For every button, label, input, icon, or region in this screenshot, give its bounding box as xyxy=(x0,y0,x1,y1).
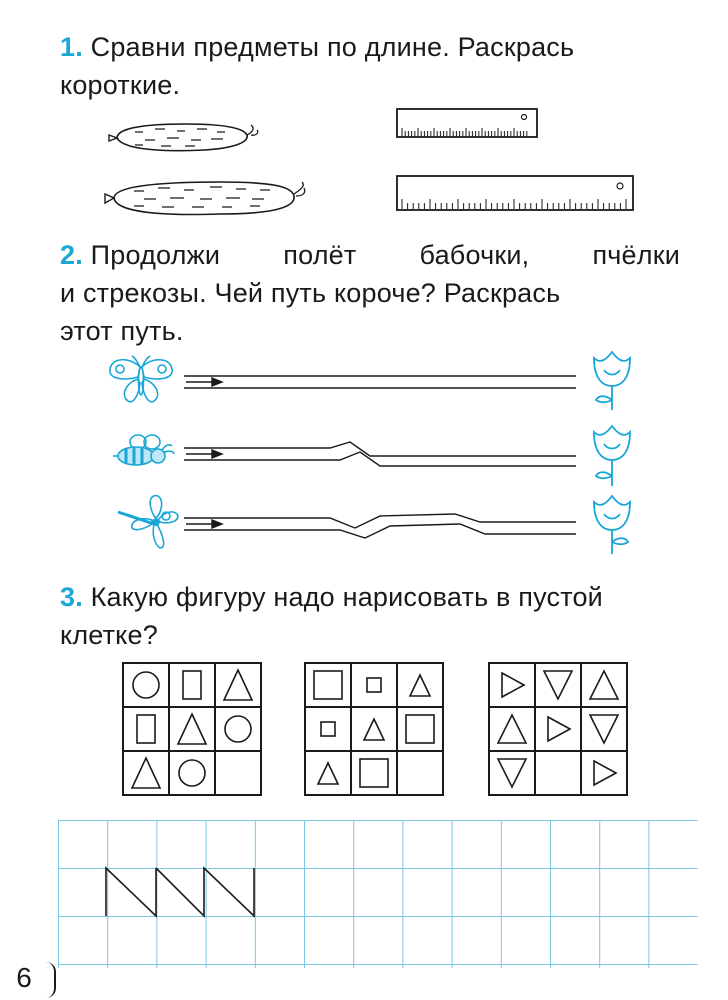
tulip-icon xyxy=(586,348,638,412)
triangle-shape xyxy=(126,754,166,792)
shape-grid-1 xyxy=(122,662,262,796)
triangle-small-shape xyxy=(308,754,348,792)
task-3-line-2: клетке? xyxy=(60,620,158,650)
task-2-word: Продолжи xyxy=(90,240,221,270)
grid-cell xyxy=(351,751,397,795)
grid-cell xyxy=(123,663,169,707)
task-number: 1. xyxy=(60,32,83,62)
grid-cell xyxy=(123,707,169,751)
triangle-up-shape xyxy=(492,710,532,748)
triangle-up-shape xyxy=(584,666,624,704)
sample-zigzag-pattern xyxy=(106,868,254,916)
task-2 xyxy=(60,236,680,350)
page-number-bracket xyxy=(42,962,56,998)
grid-cell xyxy=(581,751,627,795)
empty-cell[interactable] xyxy=(215,751,261,795)
short-cucumber-icon[interactable] xyxy=(105,118,265,158)
bee-icon xyxy=(112,432,176,472)
grid-row xyxy=(305,751,443,795)
grid-cell xyxy=(305,707,351,751)
grid-cell xyxy=(397,707,443,751)
page-number: 6 xyxy=(16,962,32,993)
grid-row xyxy=(489,751,627,795)
long-ruler[interactable] xyxy=(396,175,634,211)
triangle-small-shape xyxy=(400,666,440,704)
grid-cell xyxy=(351,707,397,751)
grid-row xyxy=(123,663,261,707)
tulip-icon xyxy=(586,422,638,488)
triangle-down-shape xyxy=(538,666,578,704)
triangle-right-shape xyxy=(492,666,532,704)
circle-shape xyxy=(126,666,166,704)
task-number: 3. xyxy=(60,582,83,612)
grid-cell xyxy=(169,663,215,707)
empty-cell[interactable] xyxy=(535,751,581,795)
dragonfly-icon xyxy=(116,494,182,554)
task-1 xyxy=(60,28,680,104)
grid-cell xyxy=(535,707,581,751)
grid-cell xyxy=(305,663,351,707)
task-1-line-1 xyxy=(60,28,680,66)
grid-row xyxy=(123,707,261,751)
triangle-right-shape xyxy=(538,710,578,748)
grid-cell xyxy=(489,663,535,707)
grid-cell xyxy=(489,751,535,795)
grid-cell xyxy=(305,751,351,795)
task-2-line-3: этот путь. xyxy=(60,316,184,346)
grid-cell xyxy=(215,663,261,707)
triangle-shape xyxy=(172,710,212,748)
triangle-down-shape xyxy=(492,754,532,792)
square-shape xyxy=(308,666,348,704)
grid-cell xyxy=(581,707,627,751)
empty-cell[interactable] xyxy=(397,751,443,795)
task-3 xyxy=(60,578,685,654)
triangle-small-shape xyxy=(354,710,394,748)
task-2-line-1 xyxy=(60,236,680,274)
task-1-line-2: короткие. xyxy=(60,70,181,100)
circle-shape xyxy=(172,754,212,792)
dragonfly-flight-path[interactable] xyxy=(180,508,580,544)
tulip-icon xyxy=(586,492,638,556)
bee-flight-path[interactable] xyxy=(180,438,580,474)
task-2-word: пчёлки xyxy=(592,240,680,270)
grid-cell xyxy=(489,707,535,751)
butterfly-icon xyxy=(106,355,176,407)
square-small-shape xyxy=(354,666,394,704)
grid-row xyxy=(489,663,627,707)
grid-cell xyxy=(169,751,215,795)
triangle-down-shape xyxy=(584,710,624,748)
triangle-right-shape xyxy=(584,754,624,792)
task-number: 2. xyxy=(60,240,83,270)
shape-grid-3 xyxy=(488,662,628,796)
square-shape xyxy=(400,710,440,748)
grid-cell xyxy=(397,663,443,707)
grid-cell xyxy=(215,707,261,751)
long-cucumber-icon[interactable] xyxy=(100,176,310,222)
square-small-shape xyxy=(308,710,348,748)
practice-grid[interactable] xyxy=(58,820,698,970)
square-shape xyxy=(354,754,394,792)
grid-row xyxy=(489,707,627,751)
grid-row xyxy=(305,707,443,751)
circle-shape xyxy=(218,710,258,748)
grid-row xyxy=(123,751,261,795)
grid-cell xyxy=(351,663,397,707)
task-3-line-1 xyxy=(60,578,685,616)
square-tall-shape xyxy=(172,666,212,704)
task-2-word: бабочки, xyxy=(419,240,530,270)
shape-grid-2 xyxy=(304,662,444,796)
grid-cell xyxy=(535,663,581,707)
task-1-text: Сравни предметы по длине. Раскрась xyxy=(90,32,575,62)
grid-row xyxy=(305,663,443,707)
triangle-shape xyxy=(218,666,258,704)
short-ruler[interactable] xyxy=(396,108,538,138)
task-2-line-2: и стрекозы. Чей путь короче? Раскрась xyxy=(60,278,561,308)
task-3-text: Какую фигуру надо нарисовать в пустой xyxy=(90,582,603,612)
task-2-word: полёт xyxy=(283,240,357,270)
butterfly-flight-path[interactable] xyxy=(180,368,580,398)
grid-cell xyxy=(123,751,169,795)
square-tall-shape xyxy=(126,710,166,748)
grid-cell xyxy=(581,663,627,707)
grid-cell xyxy=(169,707,215,751)
